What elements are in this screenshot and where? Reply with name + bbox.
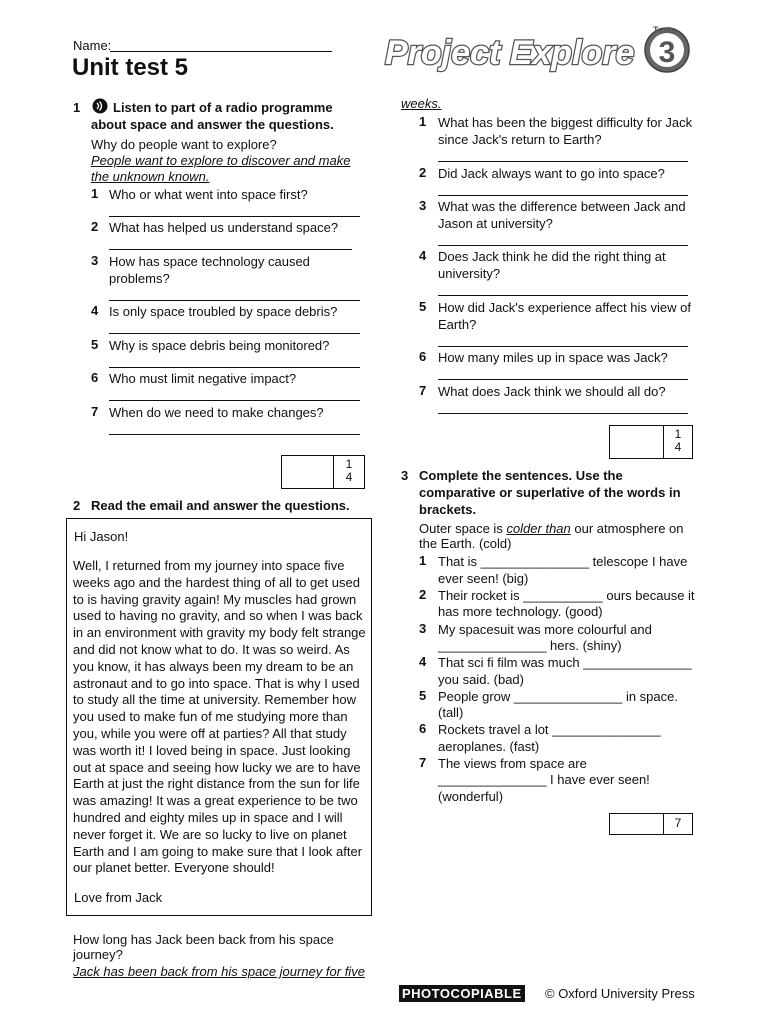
s2-q6-text: How many miles up in space was Jack?	[438, 350, 668, 365]
s2-q7-text: What does Jack think we should all do?	[438, 384, 666, 399]
s1-q1-text: Who or what went into space first?	[109, 187, 308, 202]
email-body-line: used to having no gravity, and so when I was back	[73, 608, 363, 624]
s2-q3-number: 3	[419, 198, 427, 213]
email-body-line: out at space and seeing how lucky we are to have	[73, 759, 361, 775]
section1-example-answer-2: the unknown known.	[91, 169, 210, 184]
s2-q6-number: 6	[419, 349, 427, 364]
s3-q2-number: 2	[419, 587, 427, 602]
copyright-text: © Oxford University Press	[545, 986, 695, 1001]
brand-logo	[383, 26, 693, 80]
email-body-line: was amazing! It was a great experience to be two	[73, 793, 358, 809]
section3-example-pre: Outer space is	[419, 521, 507, 536]
email-body-line: you, while you were off at parties? All that study	[73, 725, 347, 741]
page-title: Unit test 5	[72, 54, 189, 81]
s3-q7-text-3: (wonderful)	[438, 789, 504, 804]
email-body-line: astronaut and to go into space. That is why I used	[73, 675, 360, 691]
s3-q3-number: 3	[419, 621, 427, 636]
email-body-line: was worth it! I loved being in space. Just looking	[73, 742, 351, 758]
s3-q3-text-1: My spacesuit was more colourful and	[438, 622, 652, 637]
section2-instruction: Read the email and answer the questions.	[91, 498, 350, 513]
s1-q3-answer-line[interactable]	[109, 300, 360, 301]
s1-q2-text: What has helped us understand space?	[109, 220, 339, 235]
section1-example-question: Why do people want to explore?	[91, 137, 277, 152]
s1-q5-answer-line[interactable]	[109, 367, 360, 368]
s1-q4-answer-line[interactable]	[109, 333, 360, 334]
email-greeting: Hi Jason!	[74, 529, 129, 544]
section1-number: 1	[73, 100, 81, 115]
s3-q5-text-2: (tall)	[438, 705, 464, 720]
s3-q5-text-1[interactable]: People grow _______________ in space.	[438, 689, 678, 704]
s1-q5-text: Why is space debris being monitored?	[109, 338, 330, 353]
section2-number: 2	[73, 498, 81, 513]
email-box	[66, 518, 372, 916]
s1-q2-answer-line[interactable]	[109, 249, 352, 250]
s1-q1-answer-line[interactable]	[109, 216, 360, 217]
audio-icon	[92, 98, 108, 114]
s3-q4-text-1[interactable]: That sci fi film was much _______________	[438, 655, 692, 670]
s2-q4-text-1: Does Jack think he did the right thing at	[438, 249, 666, 264]
s1-q4-number: 4	[91, 303, 99, 318]
s1-q6-answer-line[interactable]	[109, 400, 360, 401]
section1-instruction-1: Listen to part of a radio programme	[113, 100, 333, 115]
section3-example-line-2: the Earth. (cold)	[419, 536, 512, 551]
photocopiable-badge: PHOTOCOPIABLE	[399, 985, 525, 1002]
s3-q1-text-1[interactable]: That is _______________ telescope I have	[438, 554, 688, 569]
s2-q4-number: 4	[419, 248, 427, 263]
section2-score-box[interactable]	[609, 425, 693, 459]
section3-instruction-1: Complete the sentences. Use the	[419, 468, 623, 483]
email-body-line: weeks ago and the hardest thing of all to get used	[73, 574, 360, 590]
s3-q7-number: 7	[419, 755, 427, 770]
name-field-line[interactable]	[110, 51, 332, 52]
s1-q3-text-1: How has space technology caused	[109, 254, 310, 269]
s3-q6-text-1[interactable]: Rockets travel a lot _______________	[438, 722, 661, 737]
s3-q3-text-2[interactable]: _______________ hers. (shiny)	[438, 638, 622, 653]
section2-score-input[interactable]	[610, 426, 664, 458]
section3-example-answer: colder than	[506, 521, 571, 536]
brand-badge: Tests	[653, 26, 676, 35]
email-body-line: in an environment with gravity my body felt strange	[73, 625, 366, 641]
s1-q6-number: 6	[91, 370, 99, 385]
s1-q7-number: 7	[91, 404, 99, 419]
s3-q6-text-2: aeroplanes. (fast)	[438, 739, 540, 754]
section3-instruction-3: brackets.	[419, 502, 477, 517]
s1-q5-number: 5	[91, 337, 99, 352]
email-body-line: and did not know what to do. It was so weird. As	[73, 641, 350, 657]
brand-level: 3	[658, 36, 676, 69]
s2-q5-text-2: Earth?	[438, 317, 477, 332]
section1-example-answer-1: People want to explore to discover and make	[91, 153, 351, 168]
s2-q3-text-2: Jason at university?	[438, 216, 553, 231]
s2-q7-number: 7	[419, 383, 427, 398]
s1-q1-number: 1	[91, 186, 99, 201]
s1-q6-text: Who must limit negative impact?	[109, 371, 297, 386]
email-body-line: to is having gravity again! My muscles had grown	[73, 591, 357, 607]
s2-q3-answer-line[interactable]	[438, 245, 688, 246]
section3-score-input[interactable]	[610, 814, 664, 834]
email-signoff: Love from Jack	[74, 890, 163, 905]
section1-score-total: 14	[345, 457, 353, 484]
section3-instruction-2: comparative or superlative of the words in	[419, 485, 681, 500]
email-body-line: you know, it has always been my dream to be an	[73, 658, 354, 674]
email-body	[73, 558, 369, 877]
section1-score-input[interactable]	[282, 456, 334, 488]
section1-score-box[interactable]	[281, 455, 365, 489]
email-body-line: Well, I returned from my journey into space five	[73, 558, 345, 573]
s3-q4-number: 4	[419, 654, 427, 669]
s3-q7-text-2[interactable]: _______________ I have ever seen!	[438, 772, 650, 787]
section2-example-question-1: How long has Jack been back from his space	[73, 932, 334, 947]
email-body-line: to study all the time at university. Remember how	[73, 692, 356, 708]
brand-name: Project Explore	[385, 34, 635, 72]
s2-q3-text-1: What was the difference between Jack and	[438, 199, 686, 214]
email-body-line: Earth at just the right distance from the sun for life	[73, 776, 360, 792]
section3-score-box[interactable]	[609, 813, 693, 835]
s3-q1-number: 1	[419, 553, 427, 568]
s1-q4-text: Is only space troubled by space debris?	[109, 304, 338, 319]
section1-instruction-2: about space and answer the questions.	[91, 117, 334, 132]
s1-q3-number: 3	[91, 253, 99, 268]
s3-q6-number: 6	[419, 721, 427, 736]
s2-q2-number: 2	[419, 165, 427, 180]
s3-q4-text-2: you said. (bad)	[438, 672, 524, 687]
name-label: Name:	[73, 38, 112, 53]
s2-q1-text-2: since Jack's return to Earth?	[438, 132, 602, 147]
section3-number: 3	[401, 468, 409, 483]
s3-q1-text-2: ever seen! (big)	[438, 571, 529, 586]
email-body-line: our planet better. Everyone should!	[73, 860, 275, 876]
s2-q2-answer-line[interactable]	[438, 195, 688, 196]
s1-q3-text-2: problems?	[109, 271, 170, 286]
s2-q5-answer-line[interactable]	[438, 346, 688, 347]
section3-score-total: 7	[674, 816, 682, 830]
email-body-line: you used to make fun of me studying more than	[73, 709, 348, 725]
section2-example-answer-1: Jack has been back from his space journey for five	[73, 964, 365, 979]
s2-q7-answer-line[interactable]	[438, 413, 688, 414]
s2-q4-answer-line[interactable]	[438, 295, 688, 296]
s3-q7-text-1: The views from space are	[438, 756, 587, 771]
email-body-line: hundred and eighty miles up in space and I will	[73, 809, 343, 825]
section3-example-post: our atmosphere on	[570, 521, 684, 536]
s3-q2-text-1[interactable]: Their rocket is ___________ ours because it	[438, 588, 695, 603]
s3-q2-text-2: has more technology. (good)	[438, 604, 603, 619]
section2-example-answer-2: weeks.	[401, 96, 442, 111]
s2-q1-text-1: What has been the biggest difficulty for Jack	[438, 115, 693, 130]
s1-q7-text: When do we need to make changes?	[109, 405, 324, 420]
s2-q1-answer-line[interactable]	[438, 161, 688, 162]
s1-q2-number: 2	[91, 219, 99, 234]
email-body-line: never forget it. We are so lucky to live on planet	[73, 826, 347, 842]
s1-q7-answer-line[interactable]	[109, 434, 360, 435]
section2-example-question-2: journey?	[73, 947, 123, 962]
s2-q6-answer-line[interactable]	[438, 379, 688, 380]
section2-score-total: 14	[674, 427, 682, 454]
s2-q1-number: 1	[419, 114, 427, 129]
s2-q4-text-2: university?	[438, 266, 501, 281]
s2-q5-number: 5	[419, 299, 427, 314]
section3-example-line-1	[419, 521, 684, 536]
s3-q5-number: 5	[419, 688, 427, 703]
email-body-line: Earth and I am going to make sure that I look after	[73, 843, 363, 859]
s2-q5-text-1: How did Jack's experience affect his view of	[438, 300, 691, 315]
s2-q2-text: Did Jack always want to go into space?	[438, 166, 665, 181]
